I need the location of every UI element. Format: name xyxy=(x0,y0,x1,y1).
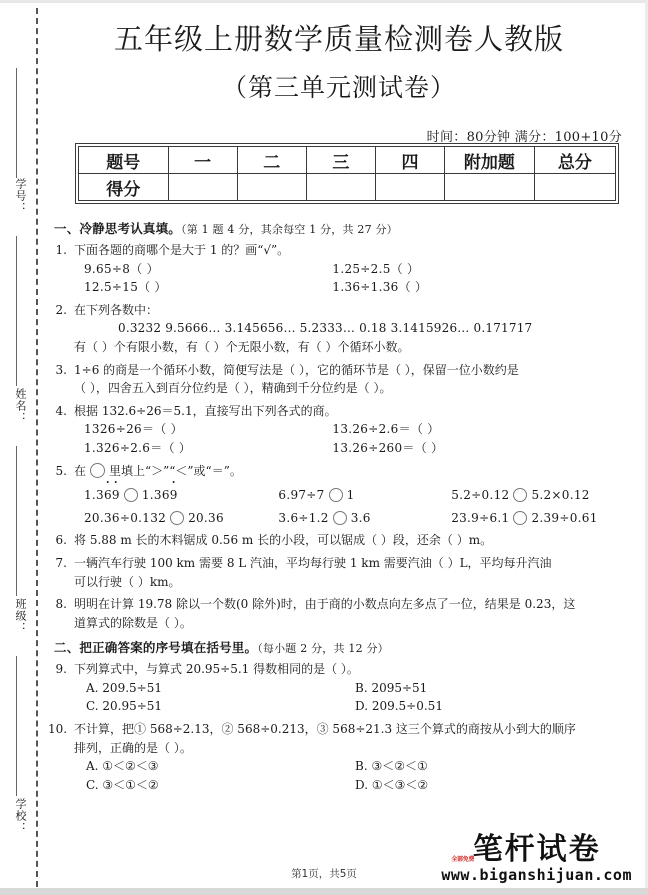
question-10 xyxy=(48,720,624,794)
q5-p4-right: 20.36 xyxy=(188,510,224,525)
question-2-numbers: 0.3232 9.5666… 3.145656… 5.2333… 0.18 3.1415926… 0.171717 xyxy=(118,321,533,336)
question-1-items-row-2 xyxy=(84,278,624,297)
q5-p5-right: 3.6 xyxy=(350,510,371,525)
score-table-header-4: 四 xyxy=(375,147,444,174)
watermark-brand: 笔杆试卷 xyxy=(472,832,601,867)
question-4 xyxy=(48,402,624,458)
question-1-item-4[interactable]: 1.36÷1.36（ ） xyxy=(332,280,428,295)
score-table-header-3: 三 xyxy=(306,147,375,174)
page-footer: 第1页，共5页 xyxy=(291,868,357,880)
question-1-item-3[interactable]: 12.5÷15（ ） xyxy=(84,280,167,295)
question-3-number: 3. xyxy=(55,362,67,377)
sideline-1 xyxy=(16,68,17,178)
question-8-line-2[interactable]: 道算式的除数是（ ）。 xyxy=(74,615,192,630)
answer-circle-4[interactable] xyxy=(170,511,184,525)
answer-circle-2[interactable] xyxy=(329,488,343,502)
q5-p2-left: 6.97÷7 xyxy=(278,488,325,503)
question-5-row-2 xyxy=(84,509,624,528)
section-heading-1 xyxy=(54,219,624,237)
question-1-item-1[interactable]: 9.65÷8（ ） xyxy=(84,261,159,276)
section-heading-2 xyxy=(54,638,624,656)
q5-p6-left: 23.9÷6.1 xyxy=(451,510,510,525)
score-table-row-label: 得分 xyxy=(79,174,169,201)
q5-p1-right: 1.369 · xyxy=(142,488,178,502)
question-9 xyxy=(48,660,624,716)
question-10-options-row-2 xyxy=(86,776,624,795)
question-5-pair-4[interactable] xyxy=(84,509,278,528)
q5-p5-left: 3.6÷1.2 xyxy=(278,510,329,525)
sideline-2 xyxy=(16,236,17,386)
question-8-line-1[interactable]: 明明在计算 19.78 除以一个数(0 除外)时，由于商的小数点向左多点了一位，结果是 0.23，这 xyxy=(74,597,576,612)
question-2-answer-line[interactable]: 有（ ）个有限小数，有（ ）个无限小数，有（ ）个循环小数。 xyxy=(74,339,410,354)
section-1-title: 一、冷静思考认真填。 xyxy=(54,221,182,236)
question-9-option-c[interactable]: C. 20.95÷51 xyxy=(86,699,163,714)
page-subtitle: （第三单元测试卷） xyxy=(221,73,456,102)
question-5-pair-5[interactable] xyxy=(278,509,451,528)
question-5 xyxy=(48,462,624,528)
question-10-option-b[interactable]: B. ③＜②＜① xyxy=(355,759,428,774)
q5-p3-right: 5.2×0.12 xyxy=(531,488,590,503)
score-cell-3[interactable] xyxy=(306,174,375,201)
answer-circle-3[interactable] xyxy=(513,488,527,502)
score-cell-bonus[interactable] xyxy=(445,174,535,201)
question-7-line-1[interactable]: 一辆汽车行驶 100 km 需要 8 L 汽油，平均每行驶 1 km 需要汽油（ ）L，平均每升汽油 xyxy=(74,555,552,570)
question-5-pair-6[interactable] xyxy=(451,509,624,528)
table-row xyxy=(79,147,616,174)
score-cell-2[interactable] xyxy=(237,174,306,201)
score-cell-1[interactable] xyxy=(168,174,237,201)
page-edge-bottom xyxy=(0,888,648,895)
score-cell-total[interactable] xyxy=(534,174,615,201)
question-5-number: 5. xyxy=(55,463,67,478)
question-6-number: 6. xyxy=(55,533,67,548)
watermark-url: www.biganshijuan.com xyxy=(441,866,632,884)
question-9-number: 9. xyxy=(55,662,67,677)
question-1-number: 1. xyxy=(55,243,67,257)
table-row xyxy=(79,174,616,201)
score-table-header-2: 二 xyxy=(237,147,306,174)
section-2-points: （每小题 2 分，共 12 分） xyxy=(257,642,389,656)
question-4-item-4[interactable]: 13.26÷260＝（ ） xyxy=(332,440,444,455)
side-field-school: 学校： xyxy=(14,798,27,834)
question-4-items-row-1 xyxy=(84,420,624,439)
q5-p6-right: 2.39÷0.61 xyxy=(531,510,598,525)
question-9-option-d[interactable]: D. 209.5÷0.51 xyxy=(355,699,443,714)
question-9-stem[interactable]: 下列算式中，与算式 20.95÷5.1 得数相同的是（ ）。 xyxy=(74,662,359,677)
exam-meta: 时间：80分钟 满分：100+10分 xyxy=(426,130,622,145)
question-4-item-3[interactable]: 1.326÷2.6＝（ ） xyxy=(84,440,192,455)
answer-circle-6[interactable] xyxy=(513,511,527,525)
side-field-class: 班级： xyxy=(14,598,27,634)
section-2-title: 二、把正确答案的序号填在括号里。 xyxy=(54,640,258,656)
question-7-line-2[interactable]: 可以行驶（ ）km。 xyxy=(74,574,181,589)
q5-p3-left: 5.2÷0.12 xyxy=(451,488,510,503)
side-field-name: 姓名： xyxy=(14,388,27,424)
question-10-option-c[interactable]: C. ③＜①＜② xyxy=(86,777,159,792)
question-1 xyxy=(48,241,624,297)
question-1-stem: 下面各题的商哪个是大于 1 的？画“√”。 xyxy=(74,243,290,257)
sideline-4 xyxy=(16,656,17,796)
question-2-number: 2. xyxy=(55,302,67,317)
question-5-pair-1[interactable] xyxy=(84,486,278,505)
section-1-points: （第 1 题 4 分，其余每空 1 分，共 27 分） xyxy=(181,223,398,236)
question-3-line-2[interactable]: （ ），四舍五入到百分位约是（ ），精确到千分位约是（ ）。 xyxy=(74,381,392,396)
q5-p1-left: 1.36 ·9 · xyxy=(84,488,120,502)
question-2-stem: 在下列各数中： xyxy=(74,302,159,317)
question-3-line-1[interactable]: 1÷6 的商是一个循环小数，简便写法是（ ），它的循环节是（ ），保留一位小数约是 xyxy=(74,362,519,377)
question-9-option-a[interactable]: A. 209.5÷51 xyxy=(86,680,162,695)
question-6-text[interactable]: 将 5.88 m 长的木料锯成 0.56 m 长的小段，可以锯成（ ）段，还余（ ）m。 xyxy=(74,533,493,548)
watermark-free-tag: 全部免费 xyxy=(451,856,475,863)
question-5-row-1 xyxy=(84,486,624,505)
score-table-header-bonus: 附加题 xyxy=(445,147,535,174)
question-10-line-2[interactable]: 排列，正确的是（ ）。 xyxy=(74,740,192,755)
score-table-header-total: 总分 xyxy=(534,147,615,174)
question-1-items-row-1 xyxy=(84,260,624,279)
question-10-option-a[interactable]: A. ①＜②＜③ xyxy=(86,759,159,774)
question-3 xyxy=(48,361,624,398)
comparison-circle-icon xyxy=(90,463,105,478)
question-5-pair-2[interactable] xyxy=(278,486,451,505)
question-4-number: 4. xyxy=(55,403,67,418)
score-table-wrapper xyxy=(78,146,616,201)
question-8 xyxy=(48,595,624,632)
sideline-3 xyxy=(16,446,17,596)
question-10-line-1: 不计算，把① 568÷2.13，② 568÷0.213，③ 568÷21.3 这三个算式的商按从小到大的顺序 xyxy=(74,722,576,737)
question-4-stem: 根据 132.6÷26＝5.1，直接写出下列各式的商。 xyxy=(74,403,337,418)
question-10-option-d[interactable]: D. ①＜③＜② xyxy=(355,777,429,792)
question-5-stem xyxy=(74,462,624,481)
page-title: 五年级上册数学质量检测卷人教版 xyxy=(113,22,564,56)
question-9-option-b[interactable]: B. 2095÷51 xyxy=(355,680,428,695)
exam-content xyxy=(48,216,624,794)
q5-p2-right: 1 xyxy=(346,488,355,503)
question-7-number: 7. xyxy=(55,555,67,570)
question-8-number: 8. xyxy=(55,597,67,612)
score-table-header-1: 一 xyxy=(168,147,237,174)
question-6 xyxy=(48,531,624,550)
score-table-header-label: 题号 xyxy=(79,147,169,174)
question-5-pair-3[interactable] xyxy=(451,486,624,505)
side-field-student-id: 学号： xyxy=(14,178,27,214)
answer-circle-1[interactable] xyxy=(124,488,138,502)
question-4-item-1[interactable]: 1326÷26＝（ ） xyxy=(84,422,183,437)
score-cell-4[interactable] xyxy=(375,174,444,201)
question-7 xyxy=(48,554,624,591)
question-4-items-row-2 xyxy=(84,439,624,458)
binding-dashed-rule xyxy=(36,8,38,887)
question-5-stem-after: 里填上“＞”“＜”或“＝”。 xyxy=(109,463,242,478)
question-10-options-row-1 xyxy=(86,757,624,776)
question-1-item-2[interactable]: 1.25÷2.5（ ） xyxy=(332,261,420,276)
page-edge-top xyxy=(0,0,648,3)
question-4-item-2[interactable]: 13.26÷2.6＝（ ） xyxy=(332,422,440,437)
question-10-number: 10. xyxy=(48,722,68,737)
question-2 xyxy=(48,301,624,357)
question-9-options-row-2 xyxy=(86,697,624,716)
question-5-stem-before: 在 xyxy=(74,463,87,478)
question-9-options-row-1 xyxy=(86,679,624,698)
score-table xyxy=(78,146,616,201)
q5-p4-left: 20.36÷0.132 xyxy=(84,510,167,525)
answer-circle-5[interactable] xyxy=(333,511,347,525)
